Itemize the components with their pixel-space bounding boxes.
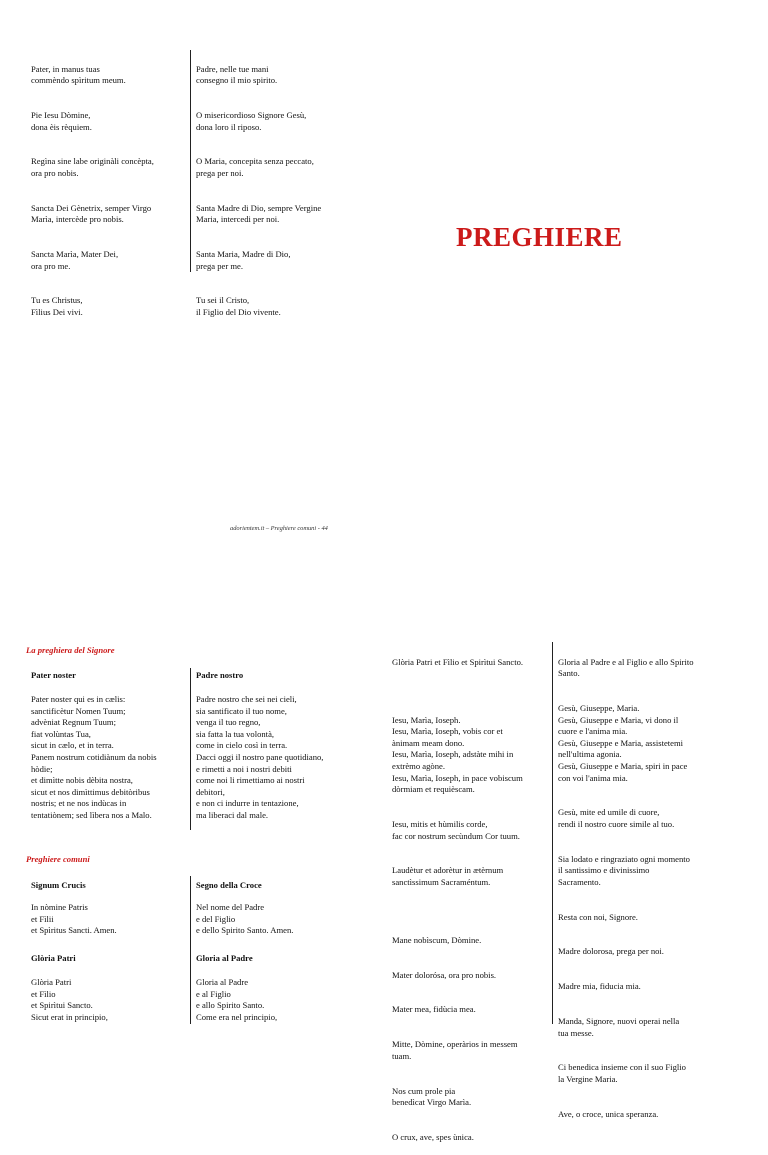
latin-prayer: Mater dolorósa, ora pro nobis. (392, 969, 497, 980)
latin-prayer: O crux, ave, spes ùnica. (392, 1131, 474, 1142)
prayer-heading-italian: Segno della Croce (196, 880, 262, 890)
latin-prayer: Pater, in manus tuas commèndo spìritum meum. (31, 63, 126, 86)
section-title: Preghiere comuni (26, 854, 90, 864)
italian-prayer: Manda, Signore, nuovi operai nella tua messe. (558, 1016, 680, 1038)
italian-prayer: Resta con noi, Signore. (558, 911, 638, 922)
italian-prayer: Gesù, mite ed umile di cuore, rendi il nostro cuore simile al tuo. (558, 807, 675, 829)
latin-prayer: Laudètur et adorètur in ætèrnum sanctìssimum Sacraméntum. (392, 865, 504, 887)
gloria-padre-italian: Gloria al Padre e al Figlio e allo Spirito Santo. Come era nel principio, (196, 977, 278, 1022)
italian-prayer: Tu sei il Cristo, il Figlio del Dio vivente. (196, 295, 281, 318)
latin-prayer: Iesu, Marìa, Ioseph. Iesu, Marìa, Ioseph, vobis cor et ànimam meam dono. Iesu, Marìa, Ioseph, adstàte mihi in extrèmo agòne. Iesu, Marìa, Ioseph, in pace vobiscum dòrmiam et requièscam. (392, 714, 523, 795)
latin-prayer: Iesu, mitis et hùmilis corde, fac cor nostrum secùndum Cor tuum. (392, 818, 520, 841)
latin-column-right (392, 645, 548, 1155)
top-page (0, 0, 768, 540)
prayer-heading-latin: Pater noster (31, 670, 76, 680)
column-divider (190, 50, 191, 272)
signum-crucis-latin: In nòmine Patris et Fìlii et Spìritus Sancti. Amen. (31, 902, 117, 936)
latin-prayer: Regìna sine labe originàli concèpta, ora pro nobis. (31, 156, 154, 178)
italian-prayer: Madre dolorosa, prega per noi. (558, 946, 664, 957)
column-divider (190, 876, 191, 1024)
italian-prayer: Gesù, Giuseppe, Maria. Gesù, Giuseppe e Maria, vi dono il cuore e l'anima mia. Gesù, Giuseppe e Maria, assistetemi nell'ultima agonia. Gesù, Giuseppe e Maria, spiri in pace con voi l'anima mia. (558, 702, 688, 783)
padre-nostro-italian: Padre nostro che sei nei cieli, sia santificato il tuo nome, venga il tuo regno, sia fatta la tua volontà, come in cielo così in terra. Dacci oggi il nostro pane quotidiano, e rimetti a noi i nostri debiti come noi li rimettiamo ai nostri debitori, e non ci indurre in tentazione, ma liberaci dal male. (196, 694, 324, 820)
section-title: La preghiera del Signore (26, 645, 115, 655)
latin-prayer: Glòria Patri et Fìlio et Spirìtui Sancto. (392, 656, 524, 667)
latin-prayer: Mater mea, fidùcia mea. (392, 1004, 476, 1015)
latin-prayer: Tu es Christus, Fìlius Dei vivi. (31, 295, 83, 318)
latin-column-top (31, 52, 181, 330)
italian-column-right (558, 645, 744, 1132)
italian-prayer: O misericordioso Signore Gesù, dona loro il riposo. (196, 109, 307, 132)
latin-prayer: Sancta Marìa, Mater Dei, ora pro me. (31, 249, 119, 271)
italian-prayer: Sia lodato e ringraziato ogni momento il santissimo e divinissimo Sacramento. (558, 853, 690, 887)
prayer-heading-italian: Padre nostro (196, 670, 244, 680)
prayer-heading-latin: Glòria Patri (31, 953, 76, 963)
latin-prayer: Sancta Dei Gènetrix, semper Virgo Marìa, intercède pro nobis. (31, 202, 152, 225)
prayer-heading-latin: Signum Crucis (31, 880, 86, 890)
italian-prayer: Santa Maria, Madre di Dio, prega per me. (196, 249, 291, 271)
column-divider (552, 642, 553, 1024)
italian-prayer: O Maria, concepita senza peccato, prega per noi. (196, 156, 314, 178)
page-footer: adorientem.it – Preghiere comuni - 44 (230, 525, 328, 532)
pater-noster-latin: Pater noster qui es in cælis: sanctificètur Nomen Tuum; advèniat Regnum Tuum; fiat volùntas Tua, sicut in cælo, et in terra. Panem nostrum cotidiànum da nobis hòdie; et dimìtte nobis dèbita nostra, sicut et nos dimìttimus debitòribus nostris; et ne nos indùcas in tentatiònem; sed lìbera nos a Malo. (31, 694, 157, 820)
italian-column-top (196, 52, 356, 330)
latin-prayer: Mane nobìscum, Dòmine. (392, 934, 482, 945)
latin-prayer: Nos cum prole pia benedìcat Virgo Marìa. (392, 1085, 472, 1108)
italian-prayer: Santa Madre di Dio, sempre Vergine Maria, intercedi per noi. (196, 202, 322, 225)
bottom-page (0, 600, 768, 1142)
italian-prayer: Gloria al Padre e al Figlio e allo Spirito Santo. (558, 656, 694, 679)
italian-prayer: Padre, nelle tue mani consegno il mio spirito. (196, 63, 278, 86)
latin-prayer: Mitte, Dòmine, operàrios in messem tuam. (392, 1039, 518, 1061)
gloria-patri-latin: Glòria Patri et Fìlio et Spirìtui Sancto. Sicut erat in principio, (31, 977, 108, 1022)
latin-prayer: Pie Iesu Dòmine, dona èis rèquiem. (31, 109, 92, 132)
page-title: PREGHIERE (456, 222, 623, 252)
segno-croce-italian: Nel nome del Padre e del Figlio e dello Spirito Santo. Amen. (196, 902, 294, 936)
italian-prayer: Ci benedica insieme con il suo Figlio la Vergine Maria. (558, 1062, 686, 1084)
italian-prayer: Ave, o croce, unica speranza. (558, 1108, 659, 1119)
prayer-heading-italian: Gloria al Padre (196, 953, 253, 963)
italian-prayer: Madre mia, fiducia mia. (558, 981, 641, 992)
column-divider (190, 668, 191, 830)
